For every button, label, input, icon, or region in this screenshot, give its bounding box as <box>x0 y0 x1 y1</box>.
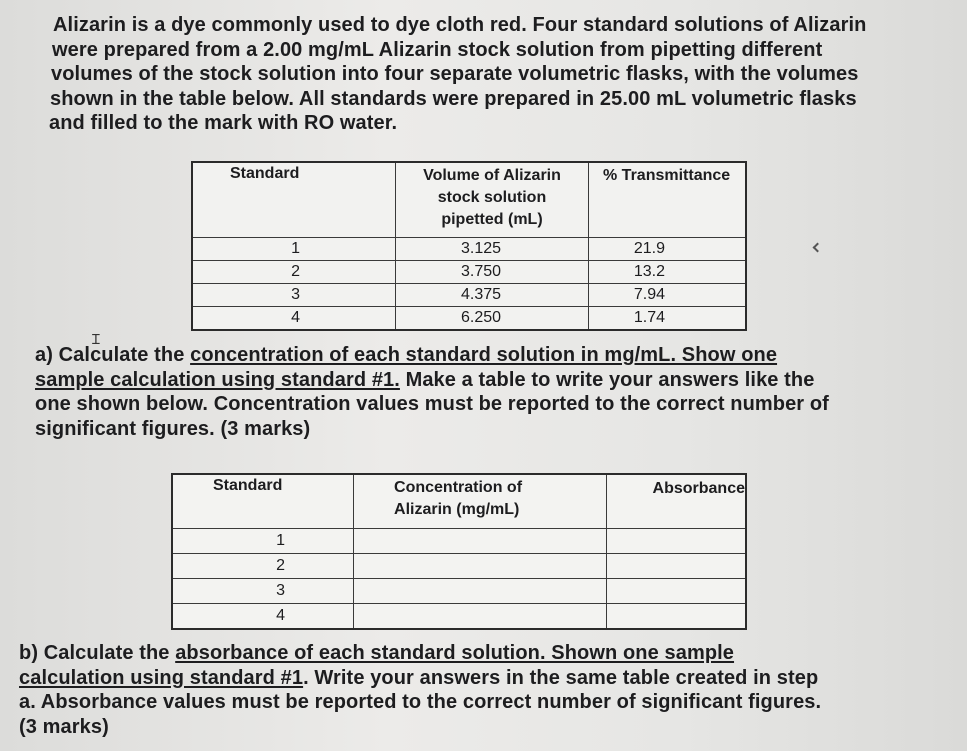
cell-standard: 1 <box>192 238 396 261</box>
table-row <box>172 579 746 604</box>
cell-standard: 4 <box>192 307 396 331</box>
cell-absorbance-empty <box>606 579 746 604</box>
table-header-row <box>172 474 746 529</box>
cell-volume: 3.125 <box>396 238 589 261</box>
cell-standard: 2 <box>172 554 354 579</box>
question-b-line-1 <box>19 641 821 666</box>
question-b-text: . Write your answers in the same table created in step <box>303 666 819 689</box>
stray-mark-icon <box>813 243 823 253</box>
cell-standard: 2 <box>192 261 396 284</box>
question-a-line-2 <box>35 368 829 393</box>
table-row <box>192 261 746 284</box>
cell-transmittance: 7.94 <box>589 284 747 307</box>
text-cursor-icon: Ɪ <box>92 331 100 347</box>
cell-transmittance: 21.9 <box>589 238 747 261</box>
cell-absorbance-empty <box>606 604 746 630</box>
header-volume-line: stock solution <box>437 189 547 206</box>
intro-line: volumes of the stock solution into four separate volumetric flasks, with the volumes <box>51 63 859 85</box>
table-row <box>192 307 746 331</box>
question-a-prefix: a) Calculate the <box>35 344 191 366</box>
question-b <box>19 641 821 739</box>
question-b-text: (3 marks) <box>19 715 109 738</box>
table-row <box>172 604 746 630</box>
table-row <box>172 529 746 554</box>
table-row <box>172 554 746 579</box>
table-header-row <box>192 162 746 238</box>
header-volume-line: pipetted (mL) <box>441 211 543 228</box>
header-standard: Standard <box>172 474 354 529</box>
question-b-prefix: b) Calculate the <box>19 642 176 664</box>
intro-paragraph <box>49 13 867 136</box>
question-b-underlined: calculation using standard #1 <box>19 666 304 689</box>
question-a-text: one shown below. Concentration values must be reported to the correct number of <box>35 393 829 415</box>
header-standard: Standard <box>192 162 396 238</box>
header-absorbance: Absorbance <box>606 474 746 529</box>
header-volume <box>396 162 589 238</box>
question-a-text: Make a table to write your answers like the <box>399 368 815 391</box>
question-a-underlined: concentration of each standard solution in mg/mL. Show one <box>190 344 778 366</box>
answer-table <box>171 473 747 630</box>
standards-table <box>191 161 747 331</box>
cell-standard: 1 <box>172 529 354 554</box>
question-a <box>35 343 829 441</box>
table-row <box>192 238 746 261</box>
cell-volume: 6.250 <box>396 307 589 331</box>
cell-concentration-empty <box>354 579 607 604</box>
cell-standard: 4 <box>172 604 354 630</box>
question-a-underlined: sample calculation using standard #1. <box>35 368 400 391</box>
table-row <box>192 284 746 307</box>
intro-line: were prepared from a 2.00 mg/mL Alizarin stock solution from pipetting different <box>52 38 823 61</box>
intro-line: Alizarin is a dye commonly used to dye cloth red. Four standard solutions of Alizarin <box>53 14 867 36</box>
question-b-text: a. Absorbance values must be reported to the correct number of significant figures. <box>19 691 822 713</box>
cell-concentration-empty <box>354 529 607 554</box>
cell-concentration-empty <box>354 604 607 630</box>
cell-absorbance-empty <box>606 554 746 579</box>
header-concentration-line: Alizarin (mg/mL) <box>394 501 520 518</box>
cell-volume: 4.375 <box>396 284 589 307</box>
cell-transmittance: 13.2 <box>589 261 747 284</box>
header-concentration <box>354 474 607 529</box>
cell-absorbance-empty <box>606 529 746 554</box>
header-concentration-line: Concentration of <box>394 479 523 496</box>
question-a-text: significant figures. (3 marks) <box>35 417 311 440</box>
header-transmittance: % Transmittance <box>589 162 747 238</box>
question-b-line-2 <box>19 666 821 691</box>
question-b-underlined: absorbance of each standard solution. Shown one sample <box>175 642 735 664</box>
cell-transmittance: 1.74 <box>589 307 747 331</box>
header-volume-line: Volume of Alizarin <box>423 167 561 184</box>
intro-line: and filled to the mark with RO water. <box>49 112 398 134</box>
question-a-line-1 <box>35 343 829 368</box>
cell-concentration-empty <box>354 554 607 579</box>
cell-volume: 3.750 <box>396 261 589 284</box>
intro-line: shown in the table below. All standards were prepared in 25.00 mL volumetric flasks <box>50 87 857 110</box>
cell-standard: 3 <box>172 579 354 604</box>
cell-standard: 3 <box>192 284 396 307</box>
